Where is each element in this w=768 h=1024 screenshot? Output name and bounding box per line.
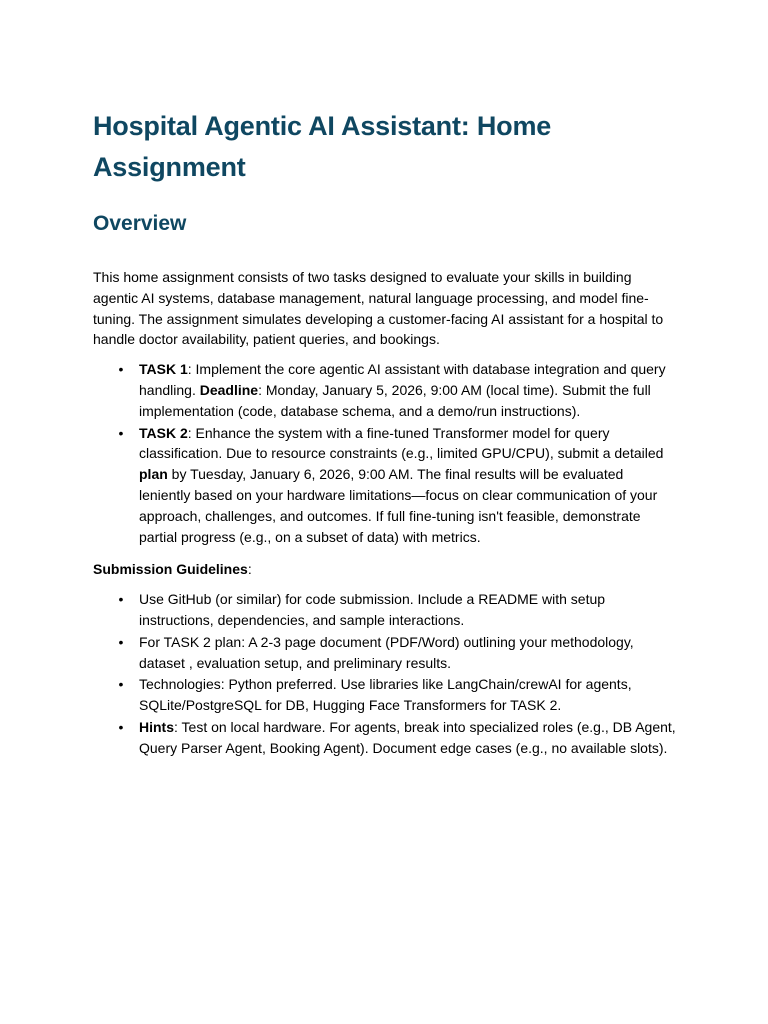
submission-heading-suffix: : (247, 561, 252, 578)
bullet-icon: • (118, 361, 124, 378)
hints-label: Hints (139, 718, 174, 735)
submission-item-text: Technologies: Python preferred. Use libraries like LangChain/crewAI for agents, SQLite/PostgreSQL for DB, Hugging Face Transformers for TASK 2. (139, 676, 632, 714)
task-2-label: TASK 2 (139, 424, 188, 441)
bullet-icon: • (118, 424, 124, 441)
submission-item-3 (118, 674, 678, 716)
submission-heading-label: Submission Guidelines (93, 561, 248, 578)
submission-item-hints (118, 717, 678, 759)
bullet-icon: • (118, 591, 124, 608)
document-page (93, 106, 678, 760)
task-2-text-b: by Tuesday, January 6, 2026, 9:00 AM. The final results will be evaluated leniently based on your hardware limitations—focus on clear communication of your approach, challenges, and outcomes. If full fine-tuning isn't feasible, demonstrate partial progress (e.g., on a subset of data) with metrics. (139, 466, 658, 545)
submission-item-text: For TASK 2 plan: A 2-3 page document (PDF/Word) outlining your methodology, dataset , evaluation setup, and preliminary results. (139, 633, 634, 671)
submission-guidelines-heading (93, 559, 678, 580)
task-1-label: TASK 1 (139, 361, 188, 378)
submission-item-1 (118, 589, 678, 631)
hints-text: : Test on local hardware. For agents, break into specialized roles (e.g., DB Agent, Query Parser Agent, Booking Agent). Document edge cases (e.g., no available slots). (139, 718, 676, 756)
task-1-text-b: : Monday, January 5, 2026, 9:00 AM (local time). Submit the full implementation (code, database schema, and a demo/run instructions). (139, 381, 651, 419)
overview-intro: This home assignment consists of two tasks designed to evaluate your skills in building agentic AI systems, database management, natural language processing, and model fine-tuning. The assignment simulates developing a customer-facing AI assistant for a hospital to handle doctor availability, patient queries, and bookings. (93, 269, 664, 348)
task-1-text-a: : Implement the core agentic AI assistant with database integration and query handling. (139, 361, 666, 398)
task-2-plan-label: plan (139, 466, 168, 483)
bullet-icon: • (118, 718, 124, 735)
bullet-icon: • (118, 633, 124, 650)
bullet-icon: • (118, 676, 124, 693)
submission-item-2 (118, 632, 678, 674)
document-title: Hospital Agentic AI Assistant: Home Assignment (93, 111, 552, 182)
task-1-deadline-label: Deadline (199, 381, 259, 398)
task-item-1 (118, 359, 678, 421)
task-2-text-a: : Enhance the system with a fine-tuned Transformer model for query classification. Due to resource constraints (e.g., limited GPU/CPU), submit a detailed (139, 424, 664, 462)
submission-item-text: Use GitHub (or similar) for code submission. Include a README with setup instructions, dependencies, and sample interactions. (139, 591, 606, 628)
overview-heading: Overview (93, 212, 187, 235)
submission-list (93, 589, 678, 758)
task-item-2 (118, 423, 678, 548)
task-list (93, 359, 678, 547)
